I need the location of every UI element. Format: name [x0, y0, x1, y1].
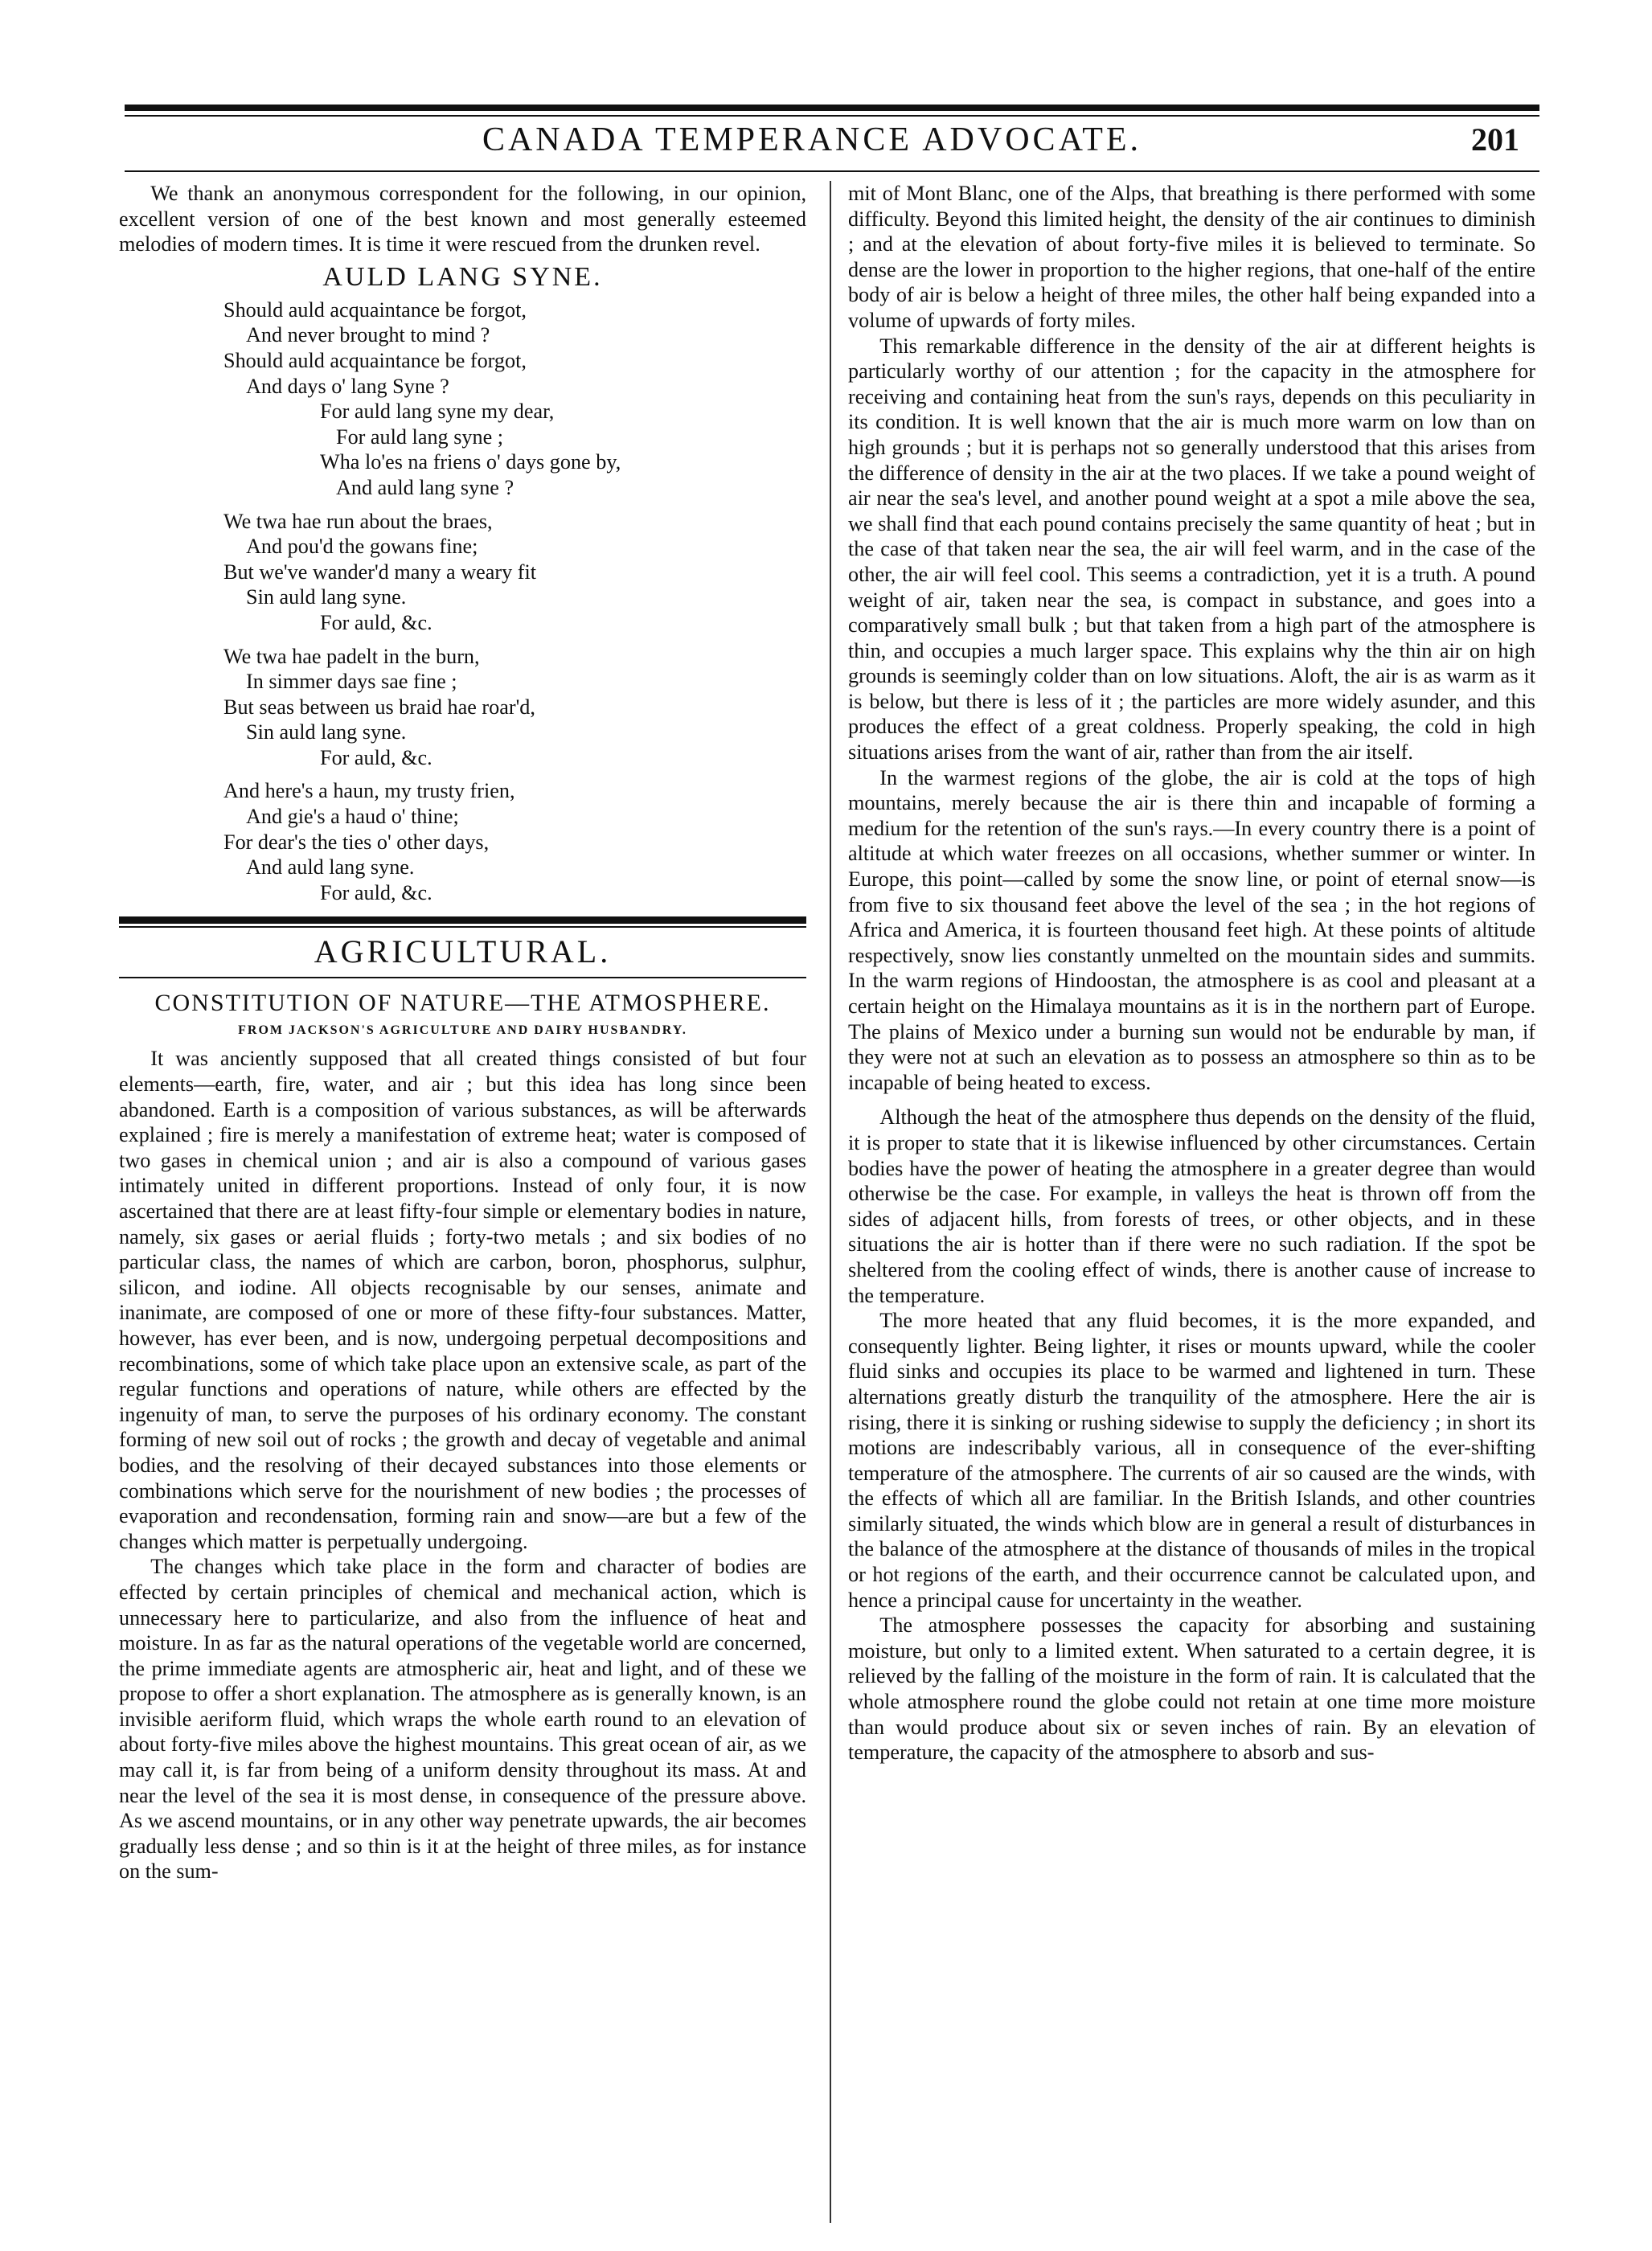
- poem-stanza-2: [119, 509, 806, 636]
- header-rule: [125, 170, 1539, 172]
- poem-line: Should auld acquaintance be forgot,: [223, 348, 527, 372]
- poem-line: For dear's the ties o' other days,: [223, 830, 490, 854]
- poem-stanza-1: [119, 297, 806, 501]
- masthead-rule-thick: [125, 105, 1539, 111]
- poem-stanza-3: [119, 644, 806, 771]
- section-rule-below: [119, 977, 806, 978]
- poem-line: And pou'd the gowans fine;: [246, 535, 478, 559]
- running-title: CANADA TEMPERANCE ADVOCATE.: [482, 121, 1142, 158]
- article-paragraph: The changes which take place in the form and character of bodies are effected by certain principles of chemical and mechanical action, which is unnecessary here to particularize, and also from the influence of heat and moisture. In as far as the natural operations of the vegetable world are concerned, the prime immediate agents are atmospheric air, heat and light, and of these we propose to offer a short explanation. The atmosphere as is generally known, is an invisible aeriform fluid, which wraps the whole earth round to an elevation of about forty-five miles above the highest mountains. This great ocean of air, as we may call it, is far from being of a uniform density throughout its mass. At and near the level of the sea it is most dense, in consequence of the pressure above. As we ascend mountains, or in any other way penetrate upwards, the air becomes gradually less dense ; and so thin is it at the height of three miles, as for instance on the sum-: [119, 1555, 806, 1884]
- poem-line: And auld lang syne.: [246, 855, 415, 879]
- article-paragraph: It was anciently supposed that all created things consisted of but four elements—earth, fire, water, and air ; but this idea has long since been abandoned. Earth is a composition of various substances, as will be afterwards explained ; fire is merely a manifestation of extreme heat; water is composed of two gases in chemical union ; and air is also a compound of various gases intimately united in different proportions. Instead of only four, it is now ascertained that there are at least fifty-four simple or elementary bodies in nature, namely, six gases or aerial fluids ; forty-two metals ; and six bodies of no particular class, the names of which are carbon, boron, phosphorus, sulphur, silicon, and iodine. All objects recognisable by our senses, animate and inanimate, are composed of one or more of these fifty-four substances. Matter, however, has ever been, and is now, undergoing perpetual decompositions and recombinations, some of which take place upon an extensive scale, as part of the regular functions and operations of nature, while others are effected by the ingenuity of man, to serve the purposes of his ordinary economy. The constant forming of new soil out of rocks ; the growth and decay of vegetable and animal bodies, and the resolving of their decayed substances into those elements or combinations which serve for the nourishment of new bodies ; the processes of evaporation and recondensation, forming rain and snow—are but a few of the changes which matter is perpetually undergoing.: [119, 1047, 806, 1553]
- poem-line: And gie's a haud o' thine;: [246, 805, 459, 829]
- right-column: [848, 181, 1535, 2223]
- poem-title: AULD LANG SYNE.: [322, 261, 603, 292]
- poem-line: Wha lo'es na friens o' days gone by,: [320, 450, 621, 474]
- poem-line: We twa hae padelt in the burn,: [223, 644, 480, 668]
- paragraph-gap: [848, 1095, 1535, 1105]
- poem-line: But seas between us braid hae roar'd,: [223, 695, 535, 719]
- poem-line: For auld, &c.: [320, 610, 432, 634]
- poem-line: But we've wander'd many a weary fit: [223, 560, 537, 584]
- editor-note: We thank an anonymous correspondent for the following, in our opinion, excellent version of one of the best known and most generally esteemed melodies of modern times. It is time it were rescued from the drunken revel.: [119, 182, 806, 256]
- poem-line: For auld lang syne ;: [336, 424, 504, 449]
- page-number: 201: [1471, 121, 1519, 158]
- article-paragraph: mit of Mont Blanc, one of the Alps, that breathing is there performed with some difficulty. Beyond this limited height, the density of the air continues to diminish ; and at the elevation of about forty-five miles it is believed to terminate. So dense are the lower in proportion to the higher regions, that one-half of the entire body of air is below a height of three miles, the other half being expanded into a volume of upwards of forty miles.: [848, 182, 1535, 332]
- article-paragraph: The atmosphere possesses the capacity for absorbing and sustaining moisture, but only to a limited extent. When saturated to a certain degree, it is relieved by the falling of the moisture in the form of rain. It is calculated that the whole atmosphere round the globe could not retain at one time more moisture than would produce about six or seven inches of rain. By an elevation of temperature, the capacity of the atmosphere to absorb and sus-: [848, 1613, 1535, 1765]
- masthead-rule-thin: [125, 115, 1539, 117]
- poem: [119, 297, 806, 906]
- section-heading: AGRICULTURAL.: [314, 933, 612, 970]
- poem-line: And here's a haun, my trusty frien,: [223, 779, 515, 803]
- article-paragraph: Although the heat of the atmosphere thus depends on the density of the fluid, it is proper to state that it is likewise influenced by other circumstances. Certain bodies have the power of heating the atmosphere in a greater degree than would otherwise be the case. For example, in valleys the heat is thrown off from the sides of adjacent hills, from forests of trees, or other objects, and in these situations the air is hotter than if there were no such radiation. If the spot be sheltered from the cooling effect of winds, there is another cause of increase to the temperature.: [848, 1105, 1535, 1307]
- poem-line: Sin auld lang syne.: [246, 585, 407, 609]
- poem-stanza-4: [119, 778, 806, 905]
- article-paragraph: This remarkable difference in the density of the air at different heights is particularly worthy of our attention ; for the capacity in the atmosphere for receiving and containing heat from the sun's rays, depends on this peculiarity in its condition. It is well known that the air is much more warm on low than on high grounds ; but it is perhaps not so generally understood that this arises from the difference of density in the air at the two places. If we take a pound weight of air near the sea's level, and another pound weight at a spot a mile above the sea, we shall find that each pound contains precisely the same quantity of heat ; but in the case of that taken near the sea, the air will feel warm, and in the case of the other, the air will feel cool. This seems a contradiction, yet it is a truth. A pound weight of air, taken near the sea, is compact in substance, and goes into a comparatively small bulk ; but that taken from a high part of the atmosphere is thin, and occupies a much larger space. This explains why the thin air on high grounds is seemingly colder than on low situations. Aloft, the air is as warm as it is below, but there is less of it ; the particles are more widely asunder, and this produces the effect of a great coldness. Properly speaking, the cold in high situations arises from the want of air, rather than from the air itself.: [848, 334, 1535, 765]
- poem-line: For auld lang syne my dear,: [320, 400, 555, 424]
- poem-line: Sin auld lang syne.: [246, 720, 407, 744]
- poem-line: For auld, &c.: [320, 880, 432, 904]
- article-paragraph: The more heated that any fluid becomes, it is the more expanded, and consequently lighter. Being lighter, it rises or mounts upward, while the cooler fluid sinks and occupies its place to be warmed and lightened in turn. These alternations greatly disturb the tranquility of the atmosphere. Here the air is rising, there it is sinking or rushing sidewise to supply the deficiency ; in short its motions are indescribably various, all in consequence of the ever-shifting temperature of the atmosphere. The currents of air so caused are the winds, with the effects of which all are familiar. In the British Islands, and other countries similarly situated, the winds which blow are in general a result of disturbances in the balance of the atmosphere at the distance of thousands of miles in the tropical or hot regions of the earth, and their occurrence cannot be calculated upon, and hence a principal cause for uncertainty in the weather.: [848, 1309, 1535, 1612]
- article-title: CONSTITUTION OF NATURE—THE ATMOSPHERE.: [154, 990, 771, 1017]
- poem-line: And never brought to mind ?: [246, 323, 490, 347]
- poem-line: And days o' lang Syne ?: [246, 374, 449, 398]
- column-divider: [830, 181, 831, 2223]
- article-source: FROM JACKSON'S AGRICULTURE AND DAIRY HUSBANDRY.: [238, 1023, 687, 1038]
- poem-line: For auld, &c.: [320, 745, 432, 769]
- section-rule-thin: [119, 926, 806, 928]
- poem-line: In simmer days sae fine ;: [246, 670, 457, 694]
- section-rule-thick: [119, 916, 806, 924]
- article-paragraph: In the warmest regions of the globe, the air is cold at the tops of high mountains, merely because the air is there thin and incapable of forming a medium for the retention of the sun's rays.—In every country there is a point of altitude at which water freezes on all occasions, whether summer or winter. In Europe, this point—called by some the snow line, or point of eternal snow—is from five to six thousand feet above the level of the sea ; in the hot regions of Africa and America, it is fourteen thousand feet high. At these points of altitude respectively, snow lies constantly unmelted on the mountain sides and summits. In the warm regions of Hindoostan, the atmosphere is as cool and pleasant at a certain height on the Himalaya mountains as it is in the northern part of Europe. The plains of Mexico under a burning sun would not be endurable by man, if they were not at such an elevation as to possess an atmosphere so thin as to be incapable of being heated to excess.: [848, 765, 1535, 1094]
- poem-line: And auld lang syne ?: [336, 475, 514, 499]
- poem-line: Should auld acquaintance be forgot,: [223, 297, 527, 322]
- poem-line: We twa hae run about the braes,: [223, 509, 493, 533]
- left-column: [119, 181, 806, 2223]
